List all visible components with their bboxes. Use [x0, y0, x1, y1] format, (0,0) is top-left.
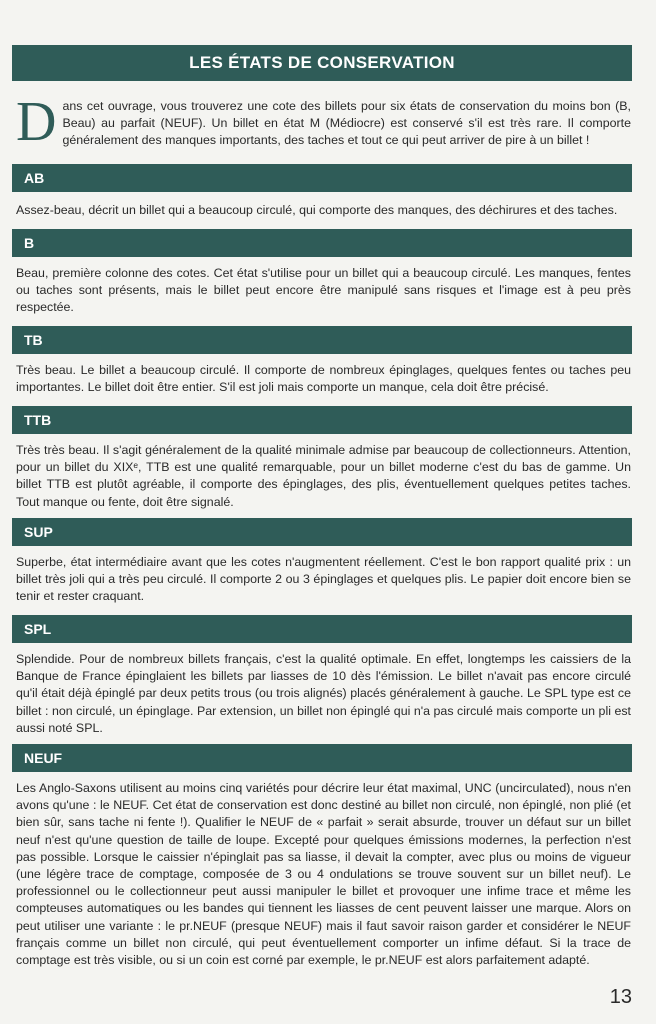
title-banner: [12, 45, 632, 81]
section-ttb: [12, 406, 632, 511]
section-heading: SUP: [24, 524, 53, 540]
section-ab: [12, 164, 632, 219]
section-body: Assez-beau, décrit un billet qui a beaucoup circulé, qui comporte des manques, des déchirures et des taches.: [16, 203, 618, 217]
section-heading: AB: [24, 170, 45, 186]
section-heading-bar: [12, 326, 632, 354]
section-tb: [12, 326, 632, 396]
page-title: LES ÉTATS DE CONSERVATION: [189, 53, 455, 72]
section-body: Beau, première colonne des cotes. Cet état s'utilise pour un billet qui a beaucoup circulé. Les manques, fentes ou taches sont présents, mais le billet peut encore être manipulé sans risques et l'image est à peu près respectée.: [16, 266, 631, 315]
intro-text: ans cet ouvrage, vous trouverez une cote des billets pour six états de conservation du moins bon (B, Beau) au parfait (NEUF). Un billet en état M (Médiocre) est conservé s'il est très rare. Il comporte généralement des manques importants, des taches et tout ce qui peut arriver de pire à un billet !: [62, 99, 631, 147]
section-heading-bar: [12, 406, 632, 434]
section-heading-bar: [12, 229, 632, 257]
section-heading-bar: [12, 164, 632, 192]
section-neuf: [12, 744, 632, 969]
section-heading: B: [24, 235, 35, 251]
section-heading: TTB: [24, 412, 52, 428]
section-heading: NEUF: [24, 750, 63, 766]
section-heading: SPL: [24, 621, 52, 637]
intro-paragraph: [16, 91, 631, 153]
section-heading: TB: [24, 332, 43, 348]
section-sup: [12, 518, 632, 606]
section-body: Les Anglo-Saxons utilisent au moins cinq variétés pour décrire leur état maximal, UNC (uncirculated), nous n'en avons qu'une : le NEUF. Cet état de conservation est donc destiné au billet non circulé, non épinglé, non plié (et bien sûr, sans tache ni fente !). Qualifier le NEUF de « parfait » serait absurde, trouver un défaut sur un billet neuf n'est qu'une question de taille de loupe. Excepté pour quelques émissions modernes, la perfection n'est pas possible. Lorsque le caissier n'épinglait pas sa liasse, il devait la compter, avec plus ou moins de vigueur (une légère trace de comptage, composée de 3 ou 4 ondulations se trouve souvent sur un billet neuf). Le professionnel ou le collectionneur peut aussi manipuler le billet et provoquer une infime trace et même les compteuses automatiques ou les bandes qui tiennent les liasses de cent peuvent laisser une marque. Alors on peut utiliser une variante : le pr.NEUF (presque NEUF) mais il faut savoir raison garder et considérer le NEUF français comme un billet non circulé, qui peut éventuellement comporter un infime défaut. Si la trace de comptage est très visible, ou si un coin est corné par exemple, le pr.NEUF est alors parfaitement adapté.: [16, 781, 631, 968]
drop-cap: D: [16, 91, 57, 153]
section-body: Splendide. Pour de nombreux billets français, c'est la qualité optimale. En effet, longtemps les caissiers de la Banque de France épinglaient les billets par liasses de 10 dès l'émission. Le billet n'avait pas encore circulé qu'il était déjà épinglé par deux petits trous (ou trois alignés) placés généralement à gauche. Le SPL type est ce billet : non circulé, un épinglage. Par extension, un billet non épinglé qui n'a pas circulé mais comporte un pli est aussi noté SPL.: [16, 652, 631, 735]
section-heading-bar: [12, 615, 632, 643]
section-body: Très beau. Le billet a beaucoup circulé. Il comporte de nombreux épinglages, quelques fentes ou taches peu importantes. Le billet doit être entier. S'il est joli mais comporte un manque, cela doit être précisé.: [16, 363, 631, 395]
section-heading-bar: [12, 518, 632, 546]
page-number: 13: [609, 986, 632, 1008]
section-b: [12, 229, 632, 317]
section-body: Très très beau. Il s'agit généralement de la qualité minimale admise par beaucoup de collectionneurs. Attention, pour un billet du XIXᵉ, TTB est une qualité remarquable, pour un billet moderne c'est du bas de gamme. Un billet TTB est plutôt agréable, il comporte des épinglages, des plis, éventuellement quelques petites taches. Tout manque ou fente, doit être signalé.: [16, 443, 631, 509]
section-heading-bar: [12, 744, 632, 772]
section-spl: [12, 615, 632, 737]
section-body: Superbe, état intermédiaire avant que les cotes n'augmentent réellement. C'est le bon rapport qualité prix : un billet très joli qui a très peu circulé. Il comporte 2 ou 3 épinglages et quelques plis. Le papier doit encore bien se tenir et rester craquant.: [16, 555, 631, 604]
